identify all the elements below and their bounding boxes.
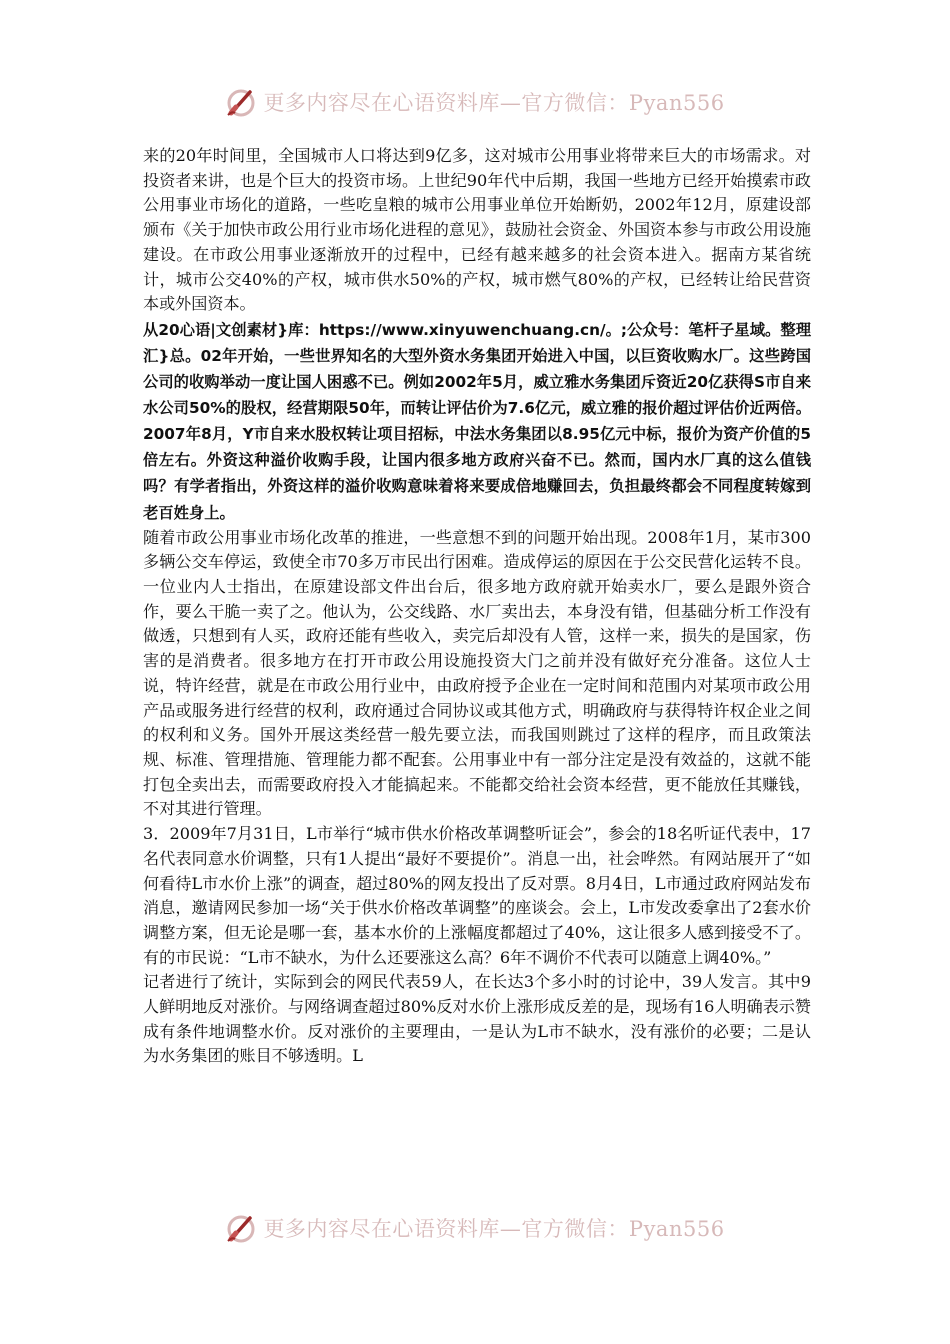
paragraph-reporter-statistics: 记者进行了统计，实际到会的网民代表59人，在长达3个多小时的讨论中，39人发言。其中9人鲜明地反对涨价。与网络调查超过80%反对水价上涨形成反差的是，现场有16人明确表示赞成有条件地调整水价。反对涨价的主要理由，一是认为L市不缺水，没有涨价的必要；二是认为水务集团的账目不够透明。L xyxy=(143,972,811,1066)
brush-logo-icon xyxy=(225,86,259,118)
paragraph-market-demand: 来的20年时间里，全国城市人口将达到9亿多，这对城市公用事业将带来巨大的市场需求。对投资者来讲，也是个巨大的投资市场。上世纪90年代中后期，我国一些地方已经开始摸索市政公用事业市场化的道路，一些吃皇粮的城市公用事业单位开始断奶，2002年12月，原建设部颁布《关于加快市政公用行业市场化进程的意见》，鼓励社会资金、外国资本参与市政公用设施建设。在市政公用事业逐渐放开的过程中，已经有越来越多的社会资本进入。据南方某省统计，城市公交40%的产权，城市供水50%的产权，城市燃气80%的产权，已经转让给民营资本或外国资本。 xyxy=(143,146,811,314)
footer-watermark xyxy=(0,1208,950,1248)
header-watermark xyxy=(0,82,950,122)
watermark-text: 更多内容尽在心语资料库—官方微信：Pyan556 xyxy=(263,91,725,115)
watermark-text: 更多内容尽在心语资料库—官方微信：Pyan556 xyxy=(263,1217,725,1241)
brush-logo-icon xyxy=(225,1212,259,1244)
paragraph-water-price-hearing: 3．2009年7月31日，L市举行“城市供水价格改革调整听证会”，参会的18名听证代表中，17名代表同意水价调整，只有1人提出“最好不要提价”。消息一出，社会哗然。有网站展开了“如何看待L市水价上涨”的调查，超过80%的网友投出了反对票。8月4日，L市通过政府网站发布消息，邀请网民参加一场“关于供水价格改革调整”的座谈会。会上，L市发改委拿出了2套水价调整方案，但无论是哪一套，基本水价的上涨幅度都超过了40%，这让很多人感到接受不了。有的市民说：“L市不缺水，为什么还要涨这么高？6年不调价不代表可以随意上调40%。” xyxy=(143,824,811,967)
paragraph-marketization-problems: 随着市政公用事业市场化改革的推进，一些意想不到的问题开始出现。2008年1月，某市300多辆公交车停运，致使全市70多万市民出行困难。造成停运的原因在于公交民营化运转不良。一位业内人士指出，在原建设部文件出台后，很多地方政府就开始卖水厂，要么是跟外资合作，要么干脆一卖了之。他认为，公交线路、水厂卖出去，本身没有错，但基础分析工作没有做透，只想到有人买，政府还能有些收入，卖完后却没有人管，这样一来，损失的是国家，伤害的是消费者。很多地方在打开市政公用设施投资大门之前并没有做好充分准备。这位人士说，特许经营，就是在市政公用行业中，由政府授予企业在一定时间和范围内对某项市政公用产品或服务进行经营的权利，政府通过合同协议或其他方式，明确政府与获得特许权企业之间的权利和义务。国外开展这类经营一般先要立法，而我国则跳过了这样的程序，而且政策法规、标准、管理措施、管理能力都不配套。公用事业中有一部分注定是没有效益的，这就不能打包全卖出去，而需要政府投入才能搞起来。不能都交给社会资本经营，更不能放任其赚钱，不对其进行管理。 xyxy=(143,527,811,819)
paragraph-foreign-acquisition: 从20心语|文创素材}库：https://www.xinyuwenchuang.cn/。;公众号：笔杆子星域。整理汇}总。02年开始，一些世界知名的大型外资水务集团开始进入中国，以巨资收购水厂。这些跨国公司的收购举动一度让国人困惑不已。例如2002年5月，威立雅水务集团斥资近20亿获得S市自来水公司50%的股权，经营期限50年，而转让评估价为7.6亿元，威立雅的报价超过评估价近两倍。2007年8月，Y市自来水股权转让项目招标，中法水务集团以8.95亿元中标，报价为资产价值的5倍左右。外资这种溢价收购手段，让国内很多地方政府兴奋不已。然而，国内水厂真的这么值钱吗？有学者指出，外资这样的溢价收购意味着将来要成倍地赚回去，负担最终都会不同程度转嫁到老百姓身上。 xyxy=(143,320,811,522)
document-body xyxy=(143,144,811,1069)
